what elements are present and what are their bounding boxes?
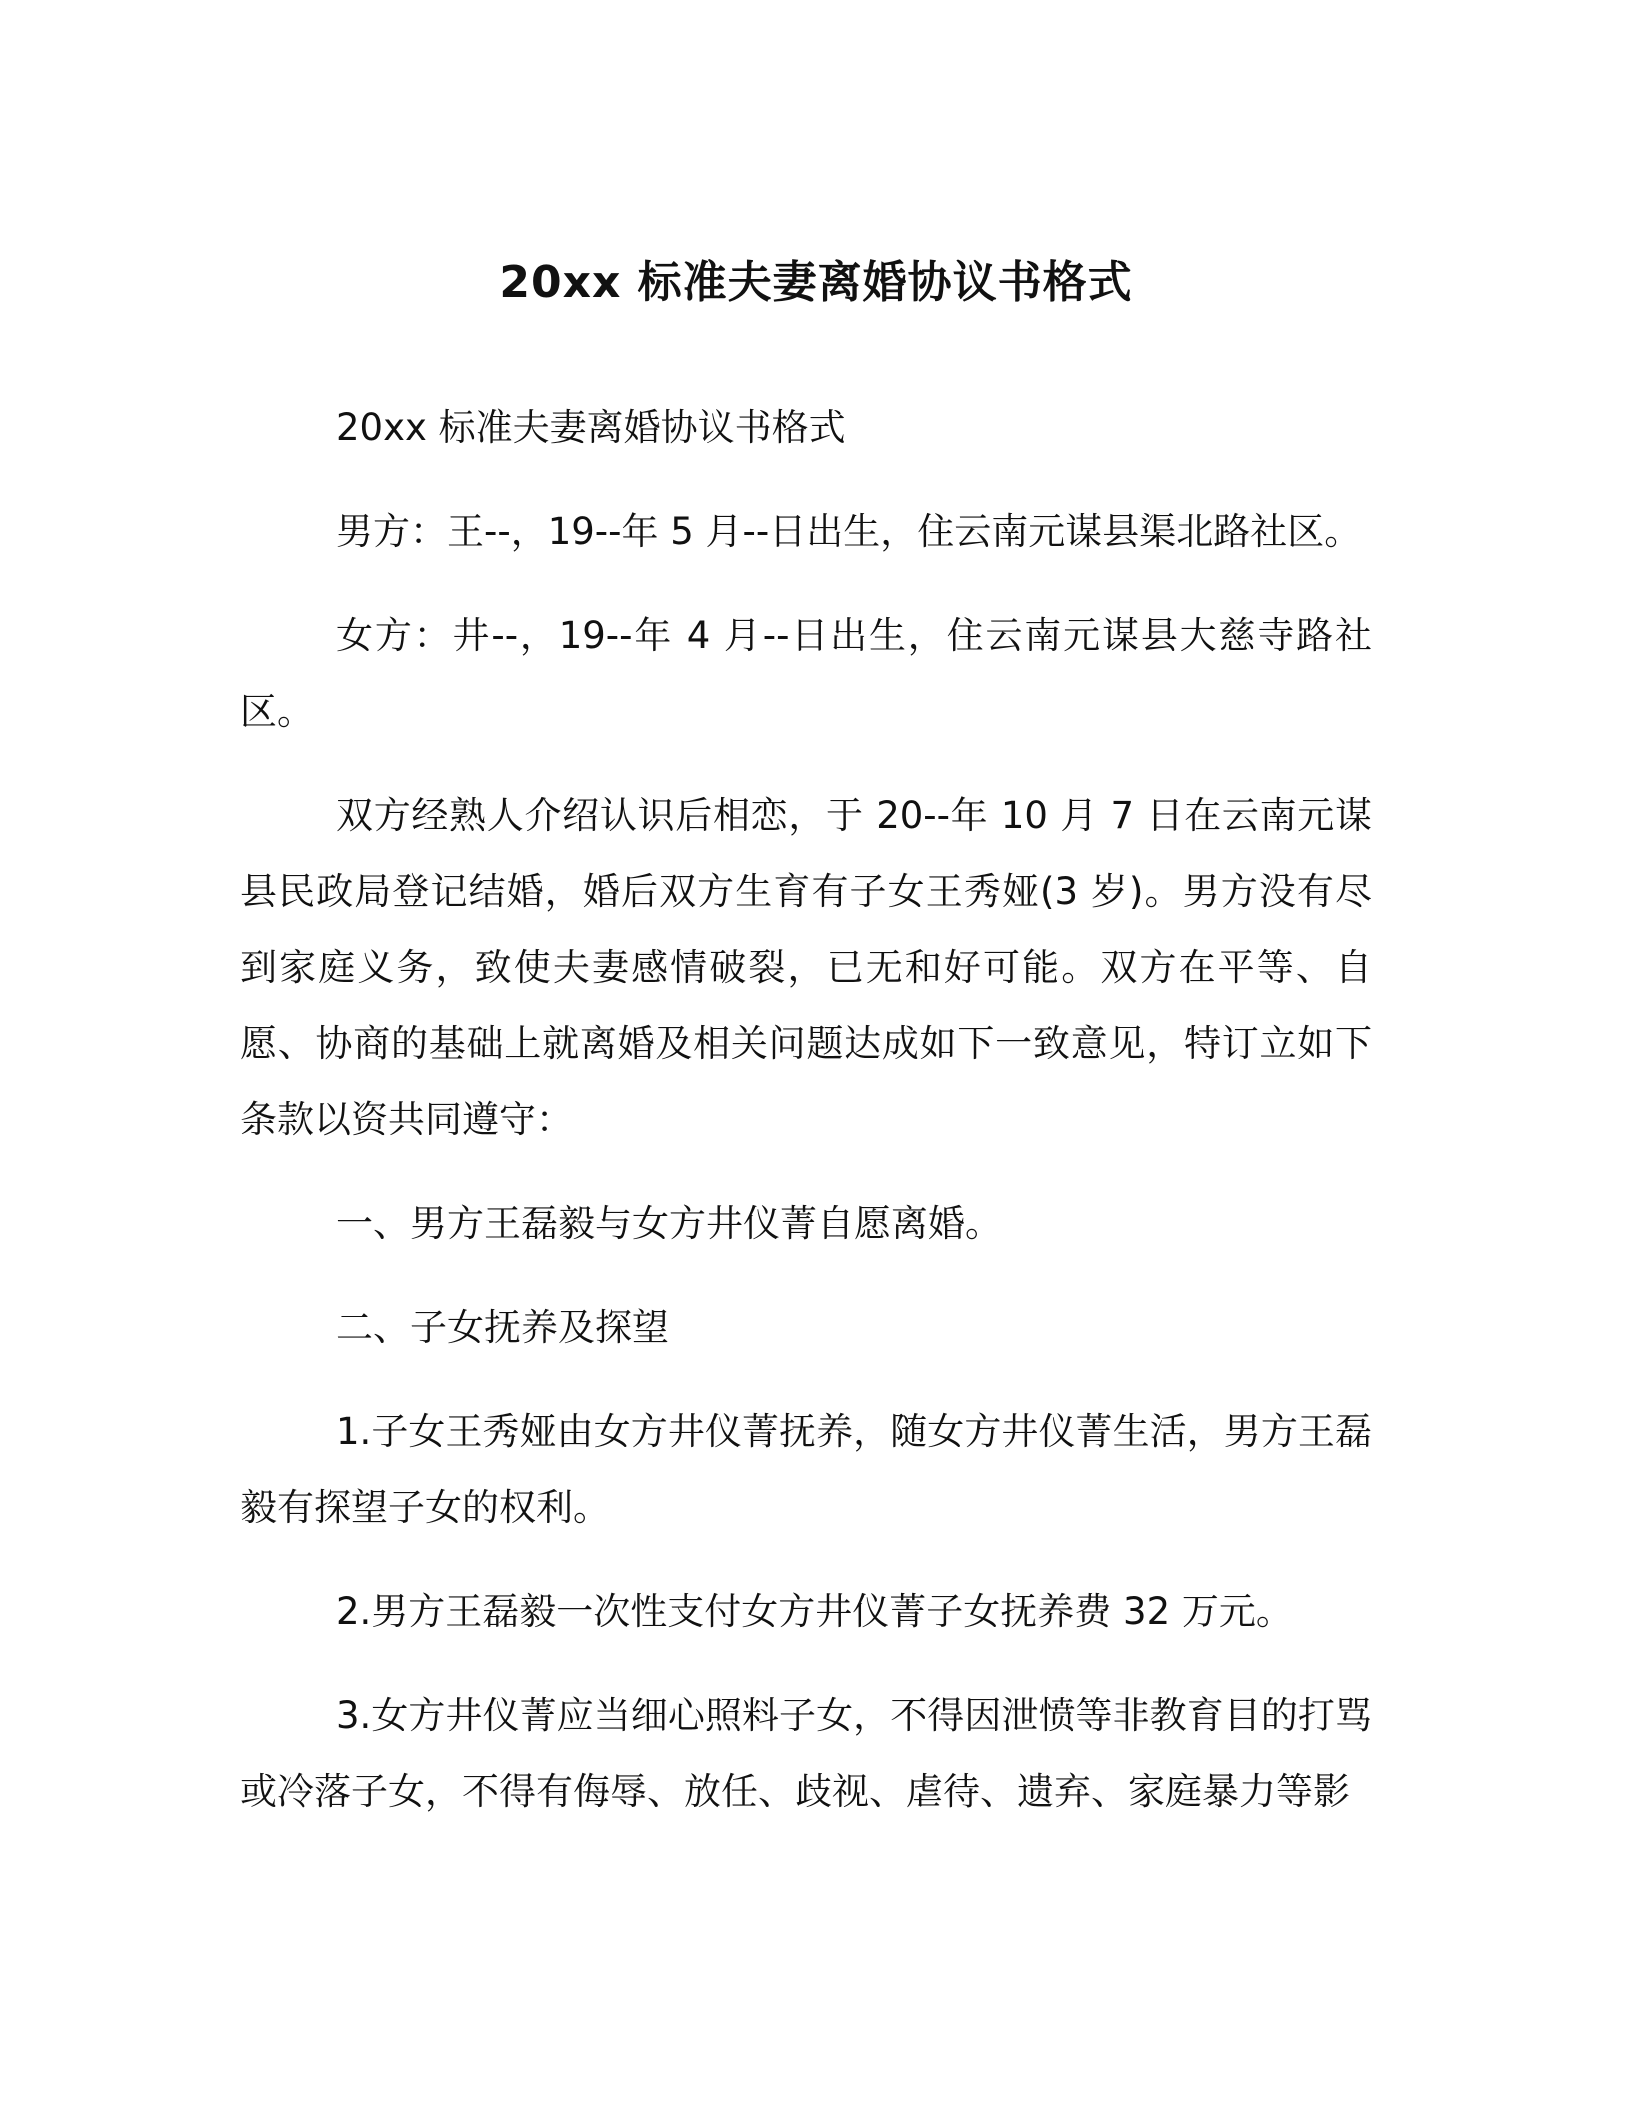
paragraph-female-party: 女方：井--，19--年 4 月--日出生，住云南元谋县大慈寺路社区。 <box>240 614 1372 733</box>
paragraph-male-party: 男方：王--，19--年 5 月--日出生，住云南元谋县渠北路社区。 <box>336 510 1362 553</box>
paragraph-clause-2-1: 1.子女王秀娅由女方井仪菁抚养，随女方井仪菁生活，男方王磊毅有探望子女的权利。 <box>240 1410 1372 1529</box>
document-title: 20xx 标准夫妻离婚协议书格式 <box>499 257 1133 309</box>
document-body <box>240 390 1372 1858</box>
paragraph-background: 双方经熟人介绍认识后相恋，于 20--年 10 月 7 日在云南元谋县民政局登记结婚，婚后双方生育有子女王秀娅(3 岁)。男方没有尽到家庭义务，致使夫妻感情破裂，已无和好可能。双方在平等、自愿、协商的基础上就离婚及相关问题达成如下一致意见，特订立如下条款以资共同遵守： <box>240 794 1372 1141</box>
paragraph-clause-1: 一、男方王磊毅与女方井仪菁自愿离婚。 <box>336 1202 1002 1245</box>
paragraph-clause-2-3: 3.女方井仪菁应当细心照料子女，不得因泄愤等非教育目的打骂或冷落子女，不得有侮辱、放任、歧视、虐待、遗弃、家庭暴力等影 <box>240 1694 1372 1813</box>
paragraph-clause-2-2: 2.男方王磊毅一次性支付女方井仪菁子女抚养费 32 万元。 <box>336 1590 1293 1633</box>
paragraph-clause-2-heading: 二、子女抚养及探望 <box>336 1306 669 1349</box>
paragraph-subtitle: 20xx 标准夫妻离婚协议书格式 <box>336 406 846 449</box>
